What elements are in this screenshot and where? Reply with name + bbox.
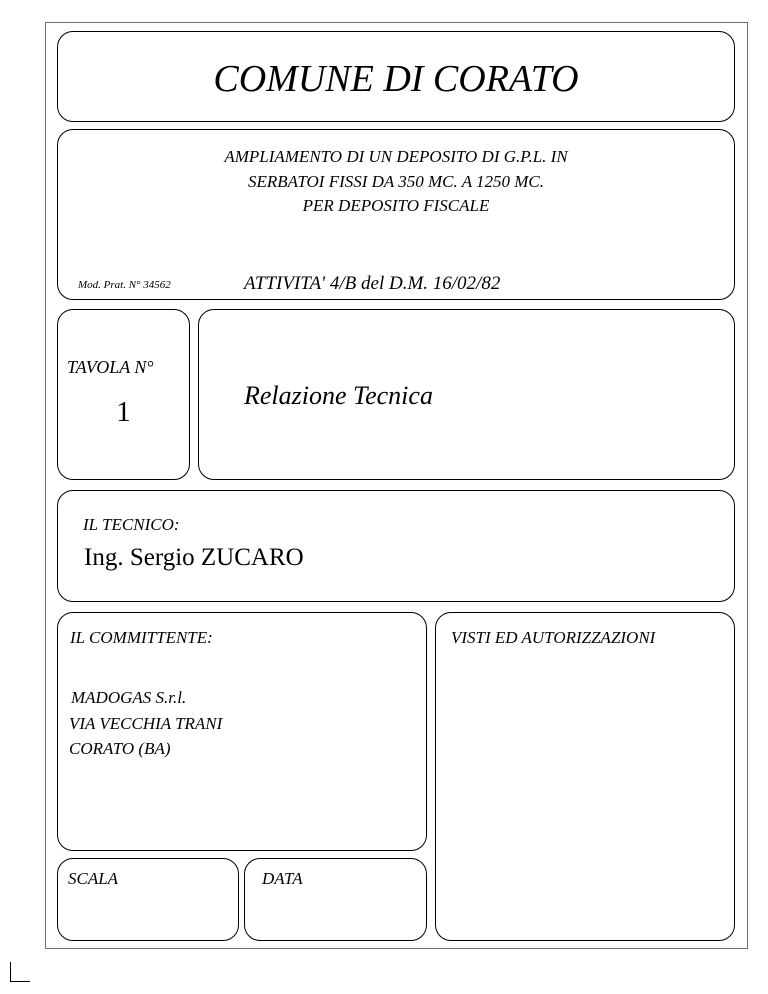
project-title-line-1: AMPLIAMENTO DI UN DEPOSITO DI G.P.L. IN [224,147,568,166]
committente-line-1: MADOGAS S.r.l. [71,688,187,707]
committente-line-2: VIA VECCHIA TRANI [69,714,223,733]
visti-panel [435,612,735,941]
visti-label: VISTI ED AUTORIZZAZIONI [451,628,656,647]
mod-prat-number: Mod. Prat. N° 34562 [78,279,171,291]
project-title-line-3: PER DEPOSITO FISCALE [302,196,490,215]
scala-panel [57,858,239,941]
tavola-label: TAVOLA N° [67,357,154,377]
tavola-panel [57,309,190,480]
tecnico-panel [57,490,735,602]
project-title-line-2: SERBATOI FISSI DA 350 MC. A 1250 MC. [247,172,545,191]
data-panel [244,858,427,941]
comune-title: COMUNE DI CORATO [213,58,579,100]
scala-label: SCALA [68,869,119,888]
title-block-sheet [45,22,748,949]
committente-line-3: CORATO (BA) [69,739,171,758]
subject-title: Relazione Tecnica [244,381,433,410]
crop-mark [10,962,30,982]
tecnico-label: IL TECNICO: [83,515,180,534]
header-panel [57,31,735,122]
committente-panel [57,612,427,851]
tecnico-name: Ing. Sergio ZUCARO [84,544,304,571]
subject-panel [198,309,735,480]
committente-label: IL COMMITTENTE: [70,628,213,647]
attivita-reference: ATTIVITA' 4/B del D.M. 16/02/82 [244,273,501,294]
data-label: DATA [262,869,303,888]
tavola-number: 1 [116,396,131,428]
project-panel [57,129,735,300]
